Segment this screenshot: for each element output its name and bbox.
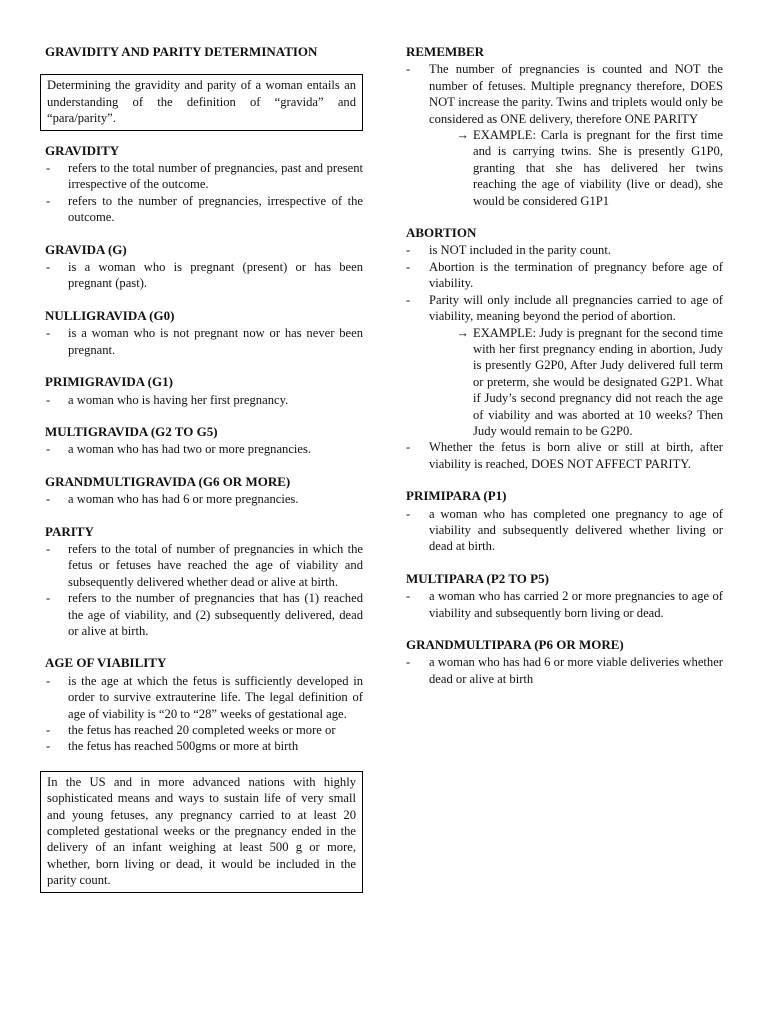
section-heading: GRAVIDITY bbox=[45, 142, 120, 158]
list-item: - a woman who is having her first pregnancy. bbox=[40, 392, 363, 408]
bullet-list bbox=[40, 441, 363, 457]
section-heading: MULTIGRAVIDA (G2 TO G5) bbox=[45, 423, 218, 439]
bullet-list bbox=[40, 491, 363, 507]
us-viability-box: In the US and in more advanced nations with highly sophisticated means and ways to sustain life of very small and young fetuses, any pregnancy carried to at least 20 completed gestational weeks or the pregnancy ended in the delivery of an infant weighing at least 500 g or more, whether, born living or dead, it would be included in the parity count. bbox=[40, 771, 363, 893]
example-text: EXAMPLE: Carla is pregnant for the first time and is carrying twins. She is presently G1P0, granting that she has delivered her twins reaching the age of viability (live or dead), she would be considered G1P1 bbox=[473, 128, 723, 208]
bullet-list bbox=[40, 160, 363, 226]
list-item: - Abortion is the termination of pregnancy before age of viability. bbox=[406, 259, 723, 292]
section-heading: GRAVIDA (G) bbox=[45, 241, 127, 257]
list-item-text: - The number of pregnancies is counted and NOT the number of fetuses. Multiple pregnancy therefore, DOES NOT increase the parity. Twins and triplets would only be considered as ONE delivery, therefore ONE PARITY bbox=[429, 62, 723, 126]
bullet-list bbox=[40, 325, 363, 358]
list-item: - refers to the total number of pregnancies, past and present irrespective of the outcome. bbox=[40, 160, 363, 193]
section-grandmultipara bbox=[406, 637, 723, 687]
section-nulligravida bbox=[40, 308, 363, 358]
section-grandmultigravida bbox=[40, 474, 363, 508]
list-item bbox=[406, 61, 723, 209]
list-item: - refers to the total of number of pregnancies in which the fetus or fetuses have reached the age of viability and subsequently delivered whether dead or alive at birth. bbox=[40, 541, 363, 590]
document-title: GRAVIDITY AND PARITY DETERMINATION bbox=[45, 44, 318, 59]
section-gravida bbox=[40, 242, 363, 292]
section-gravidity bbox=[40, 143, 363, 226]
section-heading: PRIMIGRAVIDA (G1) bbox=[45, 374, 173, 390]
section-heading: PARITY bbox=[45, 523, 94, 539]
bullet-list bbox=[406, 506, 723, 555]
list-item: - a woman who has had 6 or more viable deliveries whether dead or alive at birth bbox=[406, 654, 723, 687]
list-item: - Whether the fetus is born alive or still at birth, after viability is reached, DOES NOT AFFECT PARITY. bbox=[406, 439, 723, 472]
list-item: - the fetus has reached 20 completed weeks or more or bbox=[40, 722, 363, 738]
section-heading: PRIMIPARA (P1) bbox=[406, 488, 507, 504]
section-remember bbox=[406, 44, 723, 209]
list-item-text: - Parity will only include all pregnancies carried to age of viability, meaning beyond the period of abortion. bbox=[429, 292, 723, 324]
list-item: - a woman who has had 6 or more pregnancies. bbox=[40, 491, 363, 507]
section-heading: ABORTION bbox=[406, 225, 477, 241]
list-item: - refers to the number of pregnancies that has (1) reached the age of viability, and (2) subsequently delivered, dead or alive at birth. bbox=[40, 590, 363, 639]
section-abortion bbox=[406, 225, 723, 472]
arrow-icon: → bbox=[456, 128, 469, 143]
section-primigravida bbox=[40, 374, 363, 408]
section-age-of-viability bbox=[40, 655, 363, 754]
left-column bbox=[40, 44, 363, 905]
bullet-list bbox=[406, 654, 723, 687]
section-heading: MULTIPARA (P2 TO P5) bbox=[406, 570, 549, 586]
bullet-list bbox=[40, 541, 363, 639]
section-heading: GRANDMULTIGRAVIDA (G6 OR MORE) bbox=[45, 473, 291, 489]
section-heading: GRANDMULTIPARA (P6 OR MORE) bbox=[406, 637, 624, 652]
bullet-list bbox=[40, 392, 363, 408]
list-item bbox=[406, 292, 723, 440]
arrow-icon: → bbox=[456, 325, 469, 340]
bullet-list bbox=[406, 242, 723, 472]
section-heading: AGE OF VIABILITY bbox=[45, 655, 167, 671]
example-text: EXAMPLE: Judy is pregnant for the second time with her first pregnancy ending in abortion, Judy is presently G2P0, After Judy delivered full term or preterm, she would be designated G2P1. What if Judy’s second pregnancy did not reach the age of viability and was aborted at 10 weeks? Then Judy would remain to be G2P0. bbox=[473, 325, 723, 438]
section-multigravida bbox=[40, 424, 363, 458]
bullet-list bbox=[406, 588, 723, 621]
list-item: - is a woman who is pregnant (present) or has been pregnant (past). bbox=[40, 259, 363, 292]
example-block bbox=[429, 325, 723, 440]
list-item: - is the age at which the fetus is sufficiently developed in order to survive extrauterine life. The legal definition of age of viability is “20 to “28” weeks of gestational age. bbox=[40, 673, 363, 722]
example-block bbox=[429, 127, 723, 209]
section-multipara bbox=[406, 571, 723, 621]
bullet-list bbox=[40, 259, 363, 292]
bullet-list bbox=[406, 61, 723, 209]
list-item: - refers to the number of pregnancies, irrespective of the outcome. bbox=[40, 193, 363, 226]
bullet-list bbox=[40, 673, 363, 755]
right-column bbox=[406, 44, 723, 703]
list-item: - is a woman who is not pregnant now or has never been pregnant. bbox=[40, 325, 363, 358]
list-item: - a woman who has had two or more pregnancies. bbox=[40, 441, 363, 457]
list-item: - a woman who has completed one pregnancy to age of viability and subsequently delivered whether living or dead at birth. bbox=[406, 506, 723, 555]
list-item: - is NOT included in the parity count. bbox=[406, 242, 723, 258]
section-parity bbox=[40, 524, 363, 640]
list-item: - a woman who has carried 2 or more pregnancies to age of viability and subsequently born living or dead. bbox=[406, 588, 723, 621]
section-primipara bbox=[406, 488, 723, 555]
section-heading: NULLIGRAVIDA (G0) bbox=[45, 307, 175, 323]
section-heading: REMEMBER bbox=[406, 44, 484, 59]
list-item: - the fetus has reached 500gms or more at birth bbox=[40, 738, 363, 754]
intro-box: Determining the gravidity and parity of a woman entails an understanding of the definition of “gravida” and “para/parity”. bbox=[40, 74, 363, 130]
